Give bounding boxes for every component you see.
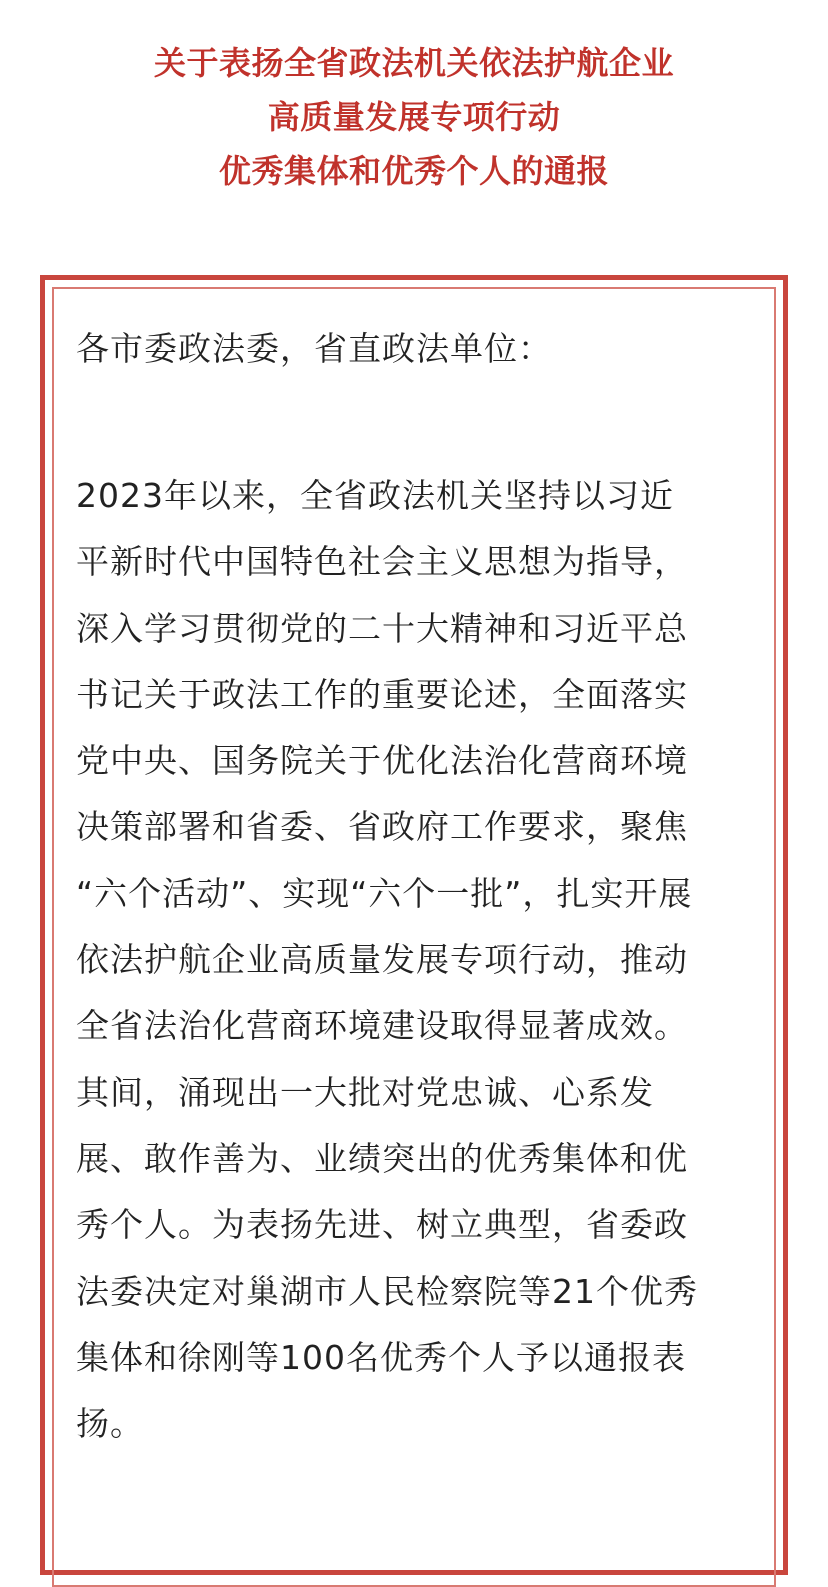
title-line-1: 关于表扬全省政法机关依法护航企业 bbox=[153, 44, 674, 82]
body-line: 法委决定对巢湖市人民检察院等21个优秀 bbox=[76, 1271, 698, 1311]
letter-salutation: 各市委政法委，省直政法单位： bbox=[76, 329, 552, 368]
body-line: 展、敢作善为、业绩突出的优秀集体和优 bbox=[76, 1138, 688, 1178]
body-line: 深入学习贯彻党的二十大精神和习近平总 bbox=[76, 608, 688, 648]
body-line: 全省法治化营商环境建设取得显著成效。 bbox=[76, 1006, 688, 1046]
body-line: 依法护航企业高质量发展专项行动，推动 bbox=[76, 940, 688, 980]
body-line: 平新时代中国特色社会主义思想为指导， bbox=[76, 542, 688, 582]
letter-body-paragraph bbox=[76, 463, 760, 1457]
body-line: “六个活动”、实现“六个一批”，扎实开展 bbox=[76, 873, 693, 913]
body-line: 其间，涌现出一大批对党忠诚、心系发 bbox=[76, 1072, 654, 1112]
body-line: 2023年以来，全省政法机关坚持以习近 bbox=[76, 476, 674, 515]
title-line-3: 优秀集体和优秀个人的通报 bbox=[218, 152, 609, 190]
body-line: 决策部署和省委、省政府工作要求，聚焦 bbox=[76, 807, 688, 847]
body-line: 扬。 bbox=[76, 1404, 144, 1444]
body-line: 集体和徐刚等100名优秀个人予以通报表 bbox=[76, 1337, 686, 1377]
letter-content bbox=[76, 318, 760, 1457]
title-line-2: 高质量发展专项行动 bbox=[267, 98, 561, 136]
body-line: 书记关于政法工作的重要论述，全面落实 bbox=[76, 674, 688, 714]
body-line: 党中央、国务院关于优化法治化营商环境 bbox=[76, 741, 688, 781]
body-line: 秀个人。为表扬先进、树立典型，省委政 bbox=[76, 1205, 688, 1245]
notice-title bbox=[0, 36, 828, 198]
